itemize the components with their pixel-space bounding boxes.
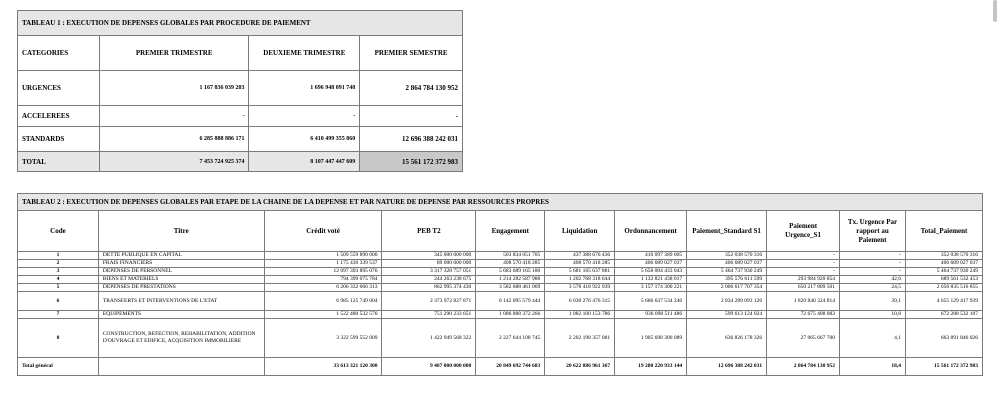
cell-s1: - (360, 106, 463, 127)
cell-peb-t2: 1 422 949 568 322 (382, 319, 476, 358)
cell-peb-t2: 3 317 328 757 051 (382, 268, 476, 276)
cell-titre: CONSTRUCTION, REFECTION, REHABILITATION, ADDITION D'OUVRAGE ET EDIFICE, ACQUISITION IMMOBILIERE (98, 319, 264, 358)
row-label: ACCELEREES (18, 106, 100, 127)
cell-tx-urgence: 39,1 (840, 292, 906, 311)
row-label: URGENCES (18, 71, 100, 106)
table1-header-t1: PREMIER TRIMESTRE (99, 36, 249, 71)
cell-titre: DETTE PUBLIQUE EN CAPITAL (98, 252, 264, 260)
table1-caption: TABLEAU 1 : EXECUTION DE DEPENSES GLOBALES PAR PROCEDURE DE PAIEMENT (18, 11, 463, 36)
cell-paiement-urgence: - (767, 260, 840, 268)
cell-code: 5 (18, 284, 99, 292)
cell-credit-vote: 12 097 393 895 076 (264, 268, 382, 276)
cell-engagement: 6 142 095 579 444 (476, 292, 545, 311)
cell-engagement: 3 582 688 461 069 (476, 284, 545, 292)
cell-code: 6 (18, 292, 99, 311)
cell-code: 3 (18, 268, 99, 276)
header-engagement: Engagement (476, 211, 545, 252)
cell-code: 8 (18, 319, 99, 358)
table2-caption: TABLEAU 2 : EXECUTION DE DEPENSES GLOBALES PAR ETAPE DE LA CHAINE DE LA DEPENSE ET PAR NATURE DE DEPENSE PAR RESSOURCES PROPRES (18, 194, 983, 211)
cell-tx-urgence: 24,5 (840, 284, 906, 292)
table-row (18, 106, 463, 127)
row-label: STANDARDS (18, 127, 100, 152)
cell-credit-vote: 1 522 480 532 576 (264, 311, 382, 319)
cell-engagement: 2 227 644 108 745 (476, 319, 545, 358)
header-tx-urgence: Tx. Urgence Par rapport au Paiement (840, 211, 906, 252)
cell-total-paiement: 4 655 129 417 939 (905, 292, 982, 311)
table1-header-s1: PREMIER SEMESTRE (360, 36, 463, 71)
table-row (18, 260, 983, 268)
cell-s1: 12 696 388 242 031 (360, 127, 463, 152)
header-peb-t2: PEB T2 (382, 211, 476, 252)
cell-total-paiement: 689 561 532 453 (905, 276, 982, 284)
table-row (18, 71, 463, 106)
header-titre: Titre (98, 211, 264, 252)
cell-t1: 1 167 836 039 203 (99, 71, 249, 106)
cell-total-paiement: 663 891 846 026 (905, 319, 982, 358)
header-paiement-standard: Paiement_Standard S1 (687, 211, 767, 252)
cell-paiement-standard: 352 038 570 316 (687, 252, 767, 260)
table-total-row (18, 152, 463, 172)
total-engagement: 20 849 692 744 683 (476, 358, 545, 376)
total-paiement: 15 561 172 372 983 (905, 358, 982, 376)
cell-engagement: 5 683 689 165 180 (476, 268, 545, 276)
cell-t2: 6 410 499 355 860 (249, 127, 360, 152)
cell-tx-urgence: 4,1 (840, 319, 906, 358)
scrollbar-thumb[interactable] (993, 0, 997, 22)
cell-peb-t2: 89 000 000 000 (382, 260, 476, 268)
cell-liquidation: 1 082 100 153 786 (545, 311, 615, 319)
cell-ordonnancement: 5 666 637 534 246 (615, 292, 687, 311)
cell-engagement: 503 834 051 705 (476, 252, 545, 260)
cell-total-paiement: 672 288 532 107 (905, 311, 982, 319)
cell-paiement-standard: 599 613 124 024 (687, 311, 767, 319)
table-row (18, 268, 983, 276)
header-total-paiement: Total_Paiement (905, 211, 982, 252)
cell-liquidation: 6 030 276 476 315 (545, 292, 615, 311)
cell-engagement: 1 214 282 587 988 (476, 276, 545, 284)
cell-paiement-urgence: - (767, 268, 840, 276)
cell-peb-t2: 862 995 374 430 (382, 284, 476, 292)
cell-paiement-standard: 5 464 737 930 249 (687, 268, 767, 276)
cell-liquidation: 437 388 676 436 (545, 252, 615, 260)
table-row (18, 252, 983, 260)
table-chaine-depense (17, 193, 983, 376)
cell-titre: BIENS ET MATERIELS (98, 276, 264, 284)
row-label: TOTAL (18, 152, 100, 172)
cell-code: 7 (18, 311, 99, 319)
cell-t1: 7 453 724 925 374 (99, 152, 249, 172)
cell-paiement-standard: 2 834 289 093 126 (687, 292, 767, 311)
cell-t2: 8 107 447 447 609 (249, 152, 360, 172)
cell-ordonnancement: 5 658 004 433 043 (615, 268, 687, 276)
cell-t1: 6 285 888 886 171 (99, 127, 249, 152)
cell-paiement-urgence: - (767, 252, 840, 260)
total-label: Total général (18, 358, 99, 376)
cell-tx-urgence: 10,8 (840, 311, 906, 319)
table-row (18, 292, 983, 311)
cell-titre: DEPENSES DE PERSONNEL (98, 268, 264, 276)
cell-ordonnancement: 1 905 698 300 089 (615, 319, 687, 358)
cell-paiement-standard: 636 826 178 326 (687, 319, 767, 358)
cell-credit-vote: 1 175 430 339 537 (264, 260, 382, 268)
cell-code: 2 (18, 260, 99, 268)
table1-header-t2: DEUXIEME TRIMESTRE (249, 36, 360, 71)
table-row (18, 319, 983, 358)
total-ordonnancement: 19 280 220 933 144 (615, 358, 687, 376)
cell-peb-t2: 751 290 233 651 (382, 311, 476, 319)
cell-engagement: 1 086 888 372 266 (476, 311, 545, 319)
cell-tx-urgence: 42,6 (840, 276, 906, 284)
cell-s1: 15 561 172 372 983 (360, 152, 463, 172)
cell-ordonnancement: 1 133 821 438 017 (615, 276, 687, 284)
cell-paiement-urgence: 650 217 809 501 (767, 284, 840, 292)
cell-code: 4 (18, 276, 99, 284)
cell-total-paiement: 352 038 570 316 (905, 252, 982, 260)
header-liquidation: Liquidation (545, 211, 615, 252)
cell-paiement-standard: 406 689 027 037 (687, 260, 767, 268)
cell-code: 1 (18, 252, 99, 260)
table-row (18, 276, 983, 284)
cell-paiement-urgence: 72 675 408 083 (767, 311, 840, 319)
table1-header-categories: CATEGORIES (18, 36, 100, 71)
table-row (18, 311, 983, 319)
cell-total-paiement: 5 464 737 930 249 (905, 268, 982, 276)
cell-credit-vote: 6 206 332 066 313 (264, 284, 382, 292)
cell-tx-urgence: - (840, 260, 906, 268)
table-row (18, 284, 983, 292)
cell-t2: 1 696 948 091 748 (249, 71, 360, 106)
cell-paiement-standard: 395 576 611 599 (687, 276, 767, 284)
cell-peb-t2: 345 000 000 000 (382, 252, 476, 260)
cell-t1: - (99, 106, 249, 127)
cell-liquidation: 5 681 165 637 881 (545, 268, 615, 276)
table2-body (18, 252, 983, 358)
cell-liquidation: 408 570 418 285 (545, 260, 615, 268)
cell-t2: - (249, 106, 360, 127)
table2-header-row (18, 211, 983, 252)
cell-peb-t2: 244 263 238 675 (382, 276, 476, 284)
cell-titre: FRAIS FINANCIERS (98, 260, 264, 268)
header-code: Code (18, 211, 99, 252)
cell-credit-vote: 794 399 075 784 (264, 276, 382, 284)
total-paiement-urgence: 2 864 784 130 952 (767, 358, 840, 376)
header-paiement-urgence: Paiement Urgence_S1 (767, 211, 840, 252)
total-liquidation: 20 622 886 961 367 (545, 358, 615, 376)
cell-ordonnancement: 406 689 027 037 (615, 260, 687, 268)
cell-ordonnancement: 416 097 389 005 (615, 252, 687, 260)
cell-titre: TRANSFERTS ET INTERVENTIONS DE L'ETAT (98, 292, 264, 311)
cell-liquidation: 3 578 418 922 939 (545, 284, 615, 292)
cell-engagement: 408 570 418 285 (476, 260, 545, 268)
cell-total-paiement: 2 656 835 516 855 (905, 284, 982, 292)
cell-credit-vote: 6 985 125 749 004 (264, 292, 382, 311)
cell-peb-t2: 2 373 972 827 871 (382, 292, 476, 311)
cell-credit-vote: 3 322 599 552 009 (264, 319, 382, 358)
total-peb-t2: 9 407 000 000 000 (382, 358, 476, 376)
cell-titre: EQUIPEMENTS (98, 311, 264, 319)
cell-ordonnancement: 936 098 511 486 (615, 311, 687, 319)
cell-credit-vote: 1 509 559 890 000 (264, 252, 382, 260)
cell-titre: DEPENSES DE PRESTATIONS (98, 284, 264, 292)
cell-tx-urgence: - (840, 268, 906, 276)
total-titre (98, 358, 264, 376)
header-ordonnancement: Ordonnancement (615, 211, 687, 252)
cell-liquidation: 1 202 768 318 644 (545, 276, 615, 284)
cell-paiement-urgence: 1 820 840 324 814 (767, 292, 840, 311)
cell-ordonnancement: 3 157 174 300 221 (615, 284, 687, 292)
cell-liquidation: 2 202 198 357 081 (545, 319, 615, 358)
total-tx-urgence: 18,4 (840, 358, 906, 376)
table-procedure-paiement (17, 10, 463, 172)
table-row (18, 127, 463, 152)
table-total-row (18, 358, 983, 376)
cell-tx-urgence: - (840, 252, 906, 260)
cell-paiement-urgence: 27 065 667 700 (767, 319, 840, 358)
header-credit-vote: Crédit voté (264, 211, 382, 252)
cell-paiement-standard: 2 006 617 707 354 (687, 284, 767, 292)
total-paiement-standard: 12 696 388 242 031 (687, 358, 767, 376)
cell-paiement-urgence: 293 984 920 854 (767, 276, 840, 284)
cell-total-paiement: 406 689 027 037 (905, 260, 982, 268)
total-credit-vote: 33 613 321 120 300 (264, 358, 382, 376)
cell-s1: 2 864 784 130 952 (360, 71, 463, 106)
